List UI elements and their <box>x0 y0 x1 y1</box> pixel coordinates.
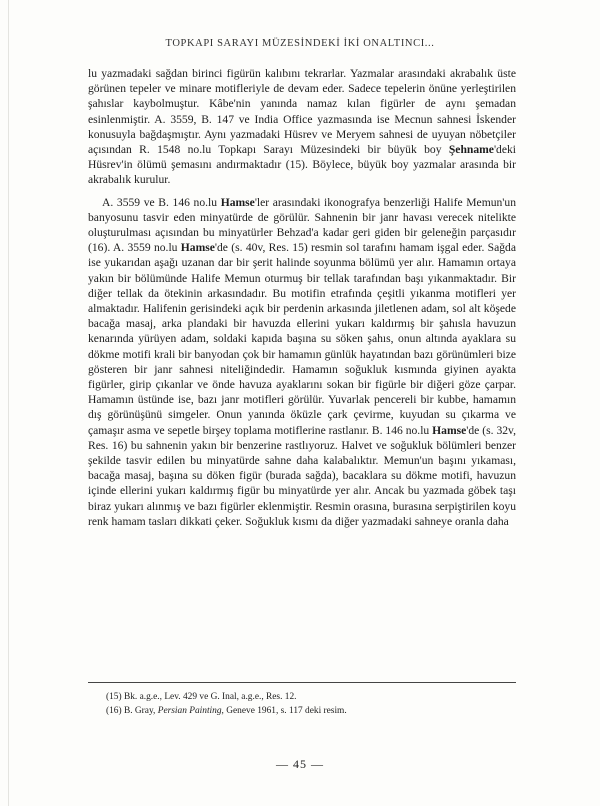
text-run: A. 3559 ve B. 146 no.lu <box>102 195 221 209</box>
book-title-hamse: Hamse <box>432 423 467 437</box>
text-run: 'ler arasındaki ikonografya benzerliği Halife Memun'un banyosunu tasvir eden minyatürde de görülür. Sahnenin bir janr havası verecek nitelikte oluşturulması açısından bu minyatürler Behzad'a kadar geri giden bir geleneğin parçasıdır (16). A. 3559 no.lu <box>88 195 516 255</box>
text-run: 'de (s. 40v, Res. 15) resmin sol tarafını hamam işgal eder. Sağda ise yukarıdan aşağı uzanan dar bir şerit halinde soyunma bölümü yer alır. Hamamın ortaya yakın bir bölümünde Halife Memun oturmuş bir tellak tarafından başı yıkanmaktadır. Bir diğer tellak da ötekinin arkasındadır. Bu motifin etrafında çeşitli yıkanma motifleri yer almaktadır. Halifenin gerisindeki açık bir perdenin arkasında jiletlenen adam, sol alt köşede bacağa masaj, arka plandaki bir havuzda ellerini yukarı kaldırmış bir şahısla havuzun kenarında yürüyen adam, soldaki kapıda başına su söken şahıs, onun altında ayaklara su dökme motifi krali bir banyodan çok bir hamamın günlük hayatından bazı görünümleri bize gösteren bir janr sahnesi niteliğindedir. Hamamın soğukluk kısmında giyinen ayakta figürler, girip çıkanlar ve önde havuza ayaklarını sokan bir figürle bir diğeri göze çarpar. Hamamın üstünde ise, bazı janr motifleri görülür. Yuvarlak pencereli bir kubbe, hamamın dış görünüşünü simgeler. Onun yanında öküzle çark çevirme, kuyudan su çıkarma ve çamaşır asma ve sepetle birşey toplama motiflerine rastlanır. B. 146 no.lu <box>88 241 516 437</box>
book-title-hamse: Hamse <box>180 241 215 255</box>
page-number: — 45 — <box>276 757 324 771</box>
footnote-16 <box>88 704 516 718</box>
paragraph-2 <box>88 195 516 529</box>
book-title-shehname: Şehname <box>448 143 494 157</box>
scan-edge-line <box>8 0 9 806</box>
footnote-book-title: Persian Painting <box>157 706 222 716</box>
footnote-text: , Geneve 1961, s. 117 deki resim. <box>221 706 347 716</box>
book-title-hamse: Hamse <box>220 195 255 209</box>
footnotes <box>88 682 516 718</box>
text-run: lu yazmadaki sağdan birinci figürün kalıbını tekrarlar. Yazmalar arasındaki akrabalık üste görünen tepeler ve minare motifleriyle de devam eder. Sadece tepelerin önüne yerleştirilen şahıslar kaybolmuştur. Kâbe'nin yanında namaz kılan figürler de aynı şemadan esinlenmiştir. A. 3559, B. 147 ve India Office yazmasında ise Mecnun sahnesi İskender konusuyla bağdaşmıştır. Aynı yazmadaki Hüsrev ve Meryem sahnesi de uyuyan nöbetçiler açısından R. 1548 no.lu Topkapı Sarayı Müzesindeki bir büyük boy <box>88 67 516 157</box>
footnote-text: (15) Bk. a.g.e., Lev. 429 ve G. Inal, a.g.e., Res. 12. <box>106 692 297 702</box>
paragraph-1 <box>88 66 516 188</box>
footnote-text: (16) B. Gray, <box>106 706 158 716</box>
body-text <box>88 66 516 529</box>
running-header: TOPKAPI SARAYI MÜZESİNDEKİ İKİ ONALTINCI... <box>165 38 435 49</box>
text-run: 'deki Hüsrev'in ölümü şemasını andırmaktadır (15). Böylece, büyük boy yazmalar arasında bir akrabalık kurulur. <box>88 143 516 187</box>
footnote-15 <box>88 690 516 704</box>
text-run: 'de (s. 32v, Res. 16) bu sahnenin yakın bir benzerine rastlıyoruz. Halvet ve soğukluk bölümleri benzer şekilde tasvir edilen bu minyatürde sahne daha kalabalıktır. Memun'un başını yıkaması, bacağa masaj, başına su döken figür (burada sağda), bacaklara su dökme motifi, havuzun içinde ellerini yukarı kaldırmış figür bu minyatürde yer alır. Ancak bu yazmada göbek taşı biraz yukarı alınmış ve bazı figürler eklenmiştir. Resmin orasına, burasına serpiştirilen koyu renk hamam tasları dikkati çeker. Soğukluk kısmı da diğer yazmadaki sahneye oranla daha <box>88 423 516 528</box>
